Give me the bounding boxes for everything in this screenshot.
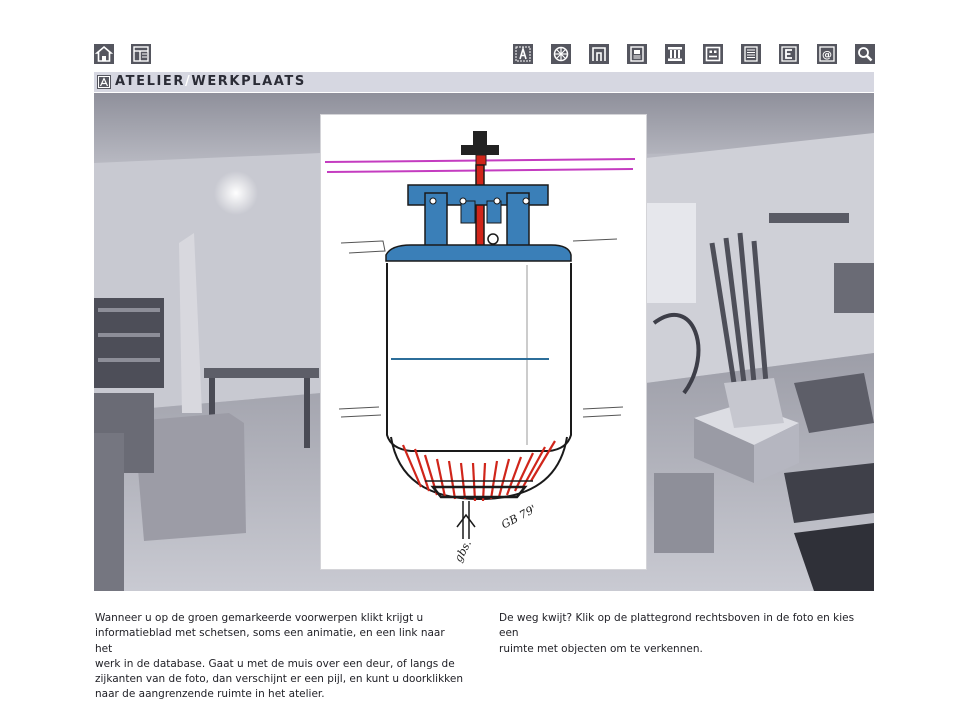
nav-arrow-left-zone[interactable] bbox=[94, 93, 144, 591]
title-part-atelier: ATELIER bbox=[115, 74, 186, 89]
home-icon[interactable] bbox=[94, 44, 114, 64]
sketch-annotation-date: GB 79' bbox=[499, 502, 539, 532]
list-icon[interactable] bbox=[741, 44, 761, 64]
document-icon[interactable] bbox=[627, 44, 647, 64]
svg-text:@: @ bbox=[822, 50, 832, 61]
description-right: De weg kwijt? Klik op de plattegrond rechtsboven in de foto en kies een ruimte met objecten om te verkennen. bbox=[499, 612, 855, 655]
monitor-icon[interactable] bbox=[703, 44, 723, 64]
workshop-photo[interactable] bbox=[94, 93, 874, 591]
sketch-drawing bbox=[321, 115, 646, 569]
title-separator: / bbox=[185, 74, 192, 89]
atelier-icon[interactable] bbox=[513, 44, 533, 64]
search-icon[interactable] bbox=[855, 44, 875, 64]
building-icon bbox=[97, 75, 111, 89]
sketch-card[interactable] bbox=[321, 115, 646, 569]
email-icon[interactable] bbox=[817, 44, 837, 64]
letter-e-icon[interactable] bbox=[779, 44, 799, 64]
wheel-icon[interactable] bbox=[551, 44, 571, 64]
title-part-werkplaats: WERKPLAATS bbox=[191, 74, 306, 89]
section-title-bar bbox=[94, 72, 874, 92]
column-icon[interactable] bbox=[665, 44, 685, 64]
sketch-annotation-gas: gbs. bbox=[451, 537, 475, 565]
page-title bbox=[115, 73, 306, 91]
description-left: Wanneer u op de groen gemarkeerde voorwerpen klikt krijgt u informatieblad met schetsen, soms een animatie, en een link naar het werk in de database. Gaat u met de muis over een deur, of langs de zijkanten van de foto, dan verschijnt er een pijl, en kunt u doorklikken naar de aangrenzende ruimte in het atelier. bbox=[95, 612, 463, 701]
layout-icon[interactable] bbox=[131, 44, 151, 64]
nav-arrow-right-zone[interactable] bbox=[824, 93, 874, 591]
door-icon[interactable] bbox=[589, 44, 609, 64]
